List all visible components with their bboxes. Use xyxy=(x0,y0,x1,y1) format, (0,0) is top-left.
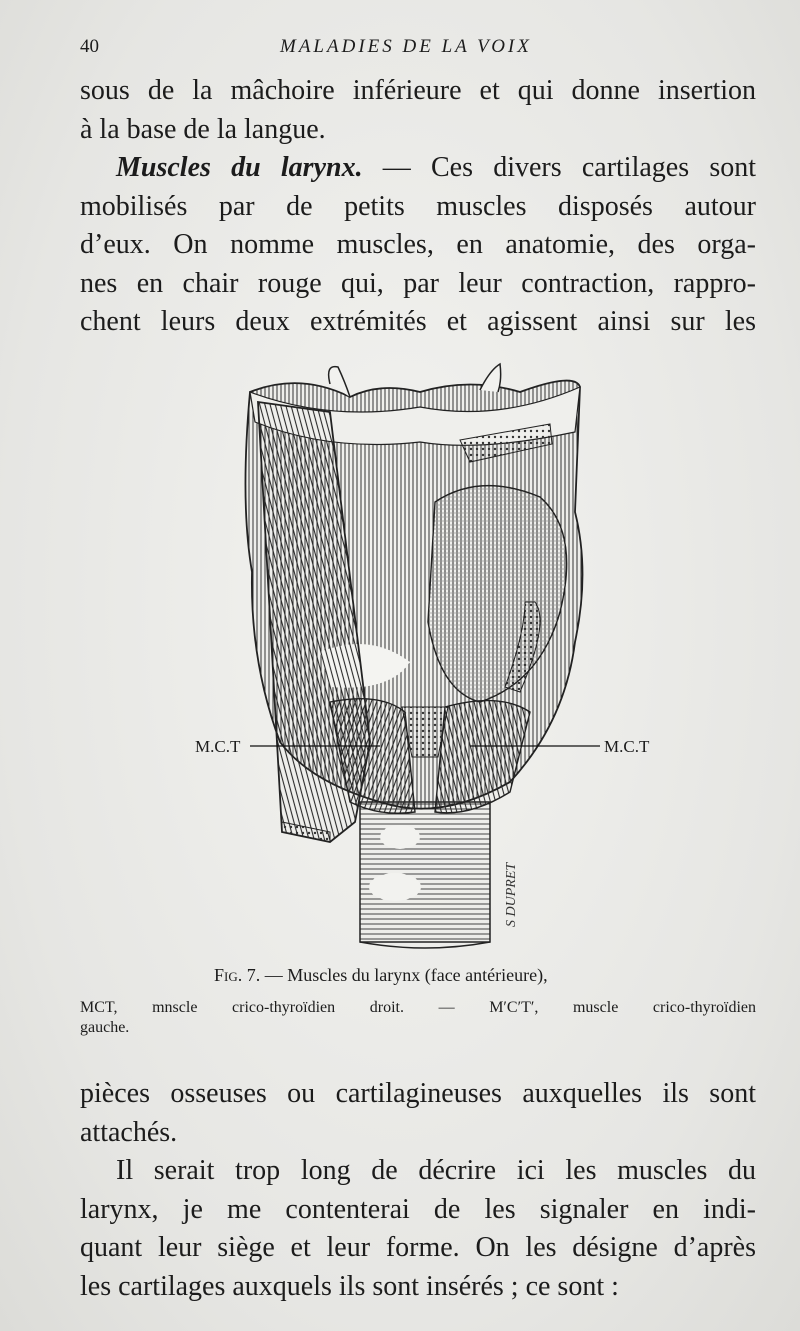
section-heading: Muscles du larynx. xyxy=(116,152,363,183)
trachea xyxy=(360,802,490,948)
larynx-engraving xyxy=(180,362,700,962)
engraver-signature: S DUPRET xyxy=(504,862,519,927)
text-line: pièces osseuses ou cartilagineuses auxquelles ils sont xyxy=(80,1078,756,1109)
text-line: attachés. xyxy=(80,1116,178,1148)
paragraph-il-serait xyxy=(80,1152,756,1306)
text-line xyxy=(80,149,756,188)
text-line: mobilisés par de petits muscles disposés autour xyxy=(80,190,756,222)
page-number: 40 xyxy=(80,36,99,57)
running-head xyxy=(80,34,760,62)
figure-title-text: 7. — Muscles du larynx (face antérieure), xyxy=(242,965,548,985)
label-mct-left: M.C.T xyxy=(195,737,241,756)
label-mct-right: M.C.T xyxy=(604,737,650,756)
legend-line: gauche. xyxy=(80,1019,130,1036)
paragraph-continuation xyxy=(80,72,756,149)
text-line: chent leurs deux extrémités et agissent ainsi sur les xyxy=(80,306,756,337)
larynx-illustration xyxy=(180,362,700,962)
text-line: sous de la mâchoire inférieure et qui donne insertion xyxy=(80,75,756,106)
text-line: Il serait trop long de décrire ici les muscles du xyxy=(116,1155,756,1186)
figure-caption-title xyxy=(214,965,548,986)
paragraph-pieces-osseuses xyxy=(80,1075,756,1152)
text-line: à la base de la langue. xyxy=(80,113,326,145)
text-line: quant leur siège et leur forme. On les désigne d’après xyxy=(80,1232,756,1263)
paragraph-muscles-du-larynx xyxy=(80,149,756,342)
text-line: d’eux. On nomme muscles, en anatomie, des orga- xyxy=(80,229,756,260)
text-line: les cartilages auxquels ils sont insérés ; ce sont : xyxy=(80,1270,619,1302)
text-line: larynx, je me contenterai de les signaler en indi- xyxy=(80,1193,756,1225)
figure-legend xyxy=(80,998,756,1038)
header-title: MALADIES DE LA VOIX xyxy=(280,36,532,57)
text-line: nes en chair rouge qui, par leur contraction, rappro- xyxy=(80,267,756,299)
legend-line: MCT, mnscle crico-thyroïdien droit. — M′C′T′, muscle crico-thyroïdien xyxy=(80,999,756,1016)
text-fragment: — Ces divers cartilages sont xyxy=(362,152,757,183)
figure-word: Fig. xyxy=(214,965,243,985)
